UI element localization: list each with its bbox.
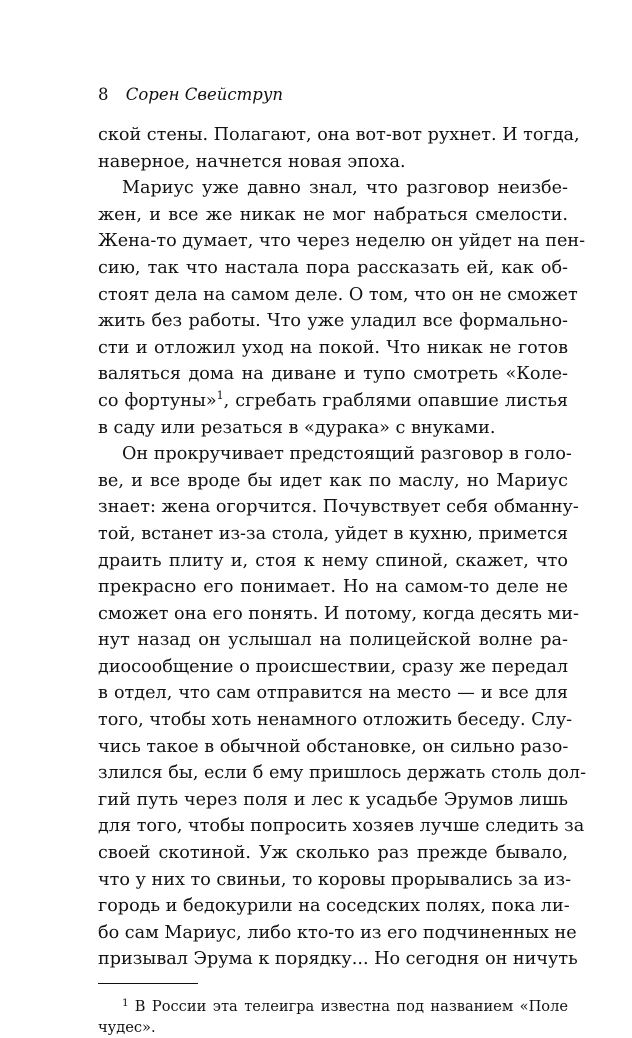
text-line: в саду или резаться в «дурака» с внуками.	[98, 417, 496, 438]
text-line: стоят дела на самом деле. О том, что он не сможет	[98, 284, 578, 305]
text-line: валяться дома на диване и тупо смотреть «Коле-	[98, 364, 568, 385]
text-line: в отдел, что сам отправится на место — и все для	[98, 683, 568, 704]
text-line: Мариус уже давно знал, что разговор неизбе-	[122, 178, 568, 199]
text-line: сию, так что настала пора рассказать ей, как об-	[98, 257, 568, 278]
text-segment: , сгребать граблями опавшие листья	[223, 390, 568, 411]
text-segment: со фортуны»	[98, 390, 217, 411]
text-line: городь и бедокурили на соседских полях, пока ли-	[98, 896, 570, 917]
main-text	[98, 122, 587, 973]
text-line: драить плиту и, стоя к нему спиной, скажет, что	[98, 550, 568, 571]
text-line: своей скотиной. Уж сколько раз прежде бывало,	[98, 843, 568, 864]
footnote	[98, 996, 568, 1038]
text-line: призывал Эрума к порядку... Но сегодня он ничуть	[98, 949, 578, 970]
text-line: того, чтобы хоть ненамного отложить беседу. Слу-	[98, 710, 573, 731]
text-line: для того, чтобы попросить хозяев лучше следить за	[98, 816, 585, 837]
text-line: наверное, начнется новая эпоха.	[98, 151, 406, 172]
text-line: Жена-то думает, что через неделю он уйдет на пен-	[98, 231, 586, 252]
footnote-line	[98, 996, 568, 1017]
text-line: той, встанет из-за стола, уйдет в кухню, примется	[98, 523, 568, 544]
running-head-author: Сорен Свейструп	[125, 85, 284, 104]
text-line: сти и отложил уход на покой. Что никак не готов	[98, 337, 568, 358]
footnote-mark: 1	[122, 997, 129, 1009]
footnote-line: чудес».	[98, 1019, 156, 1036]
text-line: диосообщение о происшествии, сразу же передал	[98, 656, 568, 677]
book-page	[98, 84, 587, 1038]
page-number: 8	[98, 85, 109, 104]
running-head	[98, 84, 568, 106]
text-line: злился бы, если б ему пришлось держать столь дол-	[98, 763, 587, 784]
text-line: что у них то свиньи, то коровы прорывались за из-	[98, 869, 572, 890]
text-line: бо сам Мариус, либо кто-то из его подчиненных не	[98, 922, 577, 943]
text-line: гий путь через поля и лес к усадьбе Эрумов лишь	[98, 789, 568, 810]
text-line: чись такое в обычной обстановке, он сильно разо-	[98, 736, 569, 757]
text-line: нут назад он услышал на полицейской волне ра-	[98, 630, 568, 651]
text-line: жен, и все же никак не мог набраться смелости.	[98, 204, 568, 225]
text-line: жить без работы. Что уже уладил все формально-	[98, 311, 568, 332]
text-line-with-footnote	[98, 388, 568, 415]
text-line: ской стены. Полагают, она вот-вот рухнет. И тогда,	[98, 125, 580, 145]
text-line: Он прокручивает предстоящий разговор в голо-	[122, 444, 572, 465]
text-line: знает: жена огорчится. Почувствует себя обманну-	[98, 497, 579, 518]
paragraph	[98, 175, 586, 441]
paragraph	[98, 122, 580, 175]
text-line: сможет она его понять. И потому, когда десять ми-	[98, 603, 579, 624]
footnote-text: В России эта телеигра известна под названием «Поле	[134, 998, 568, 1015]
paragraph	[98, 441, 587, 973]
text-line: ве, и все вроде бы идет как по маслу, но Мариус	[98, 470, 568, 491]
footnote-reference[interactable]: 1	[216, 388, 224, 402]
footnote-divider	[98, 983, 198, 984]
text-line: прекрасно его понимает. Но на самом-то деле не	[98, 577, 568, 598]
